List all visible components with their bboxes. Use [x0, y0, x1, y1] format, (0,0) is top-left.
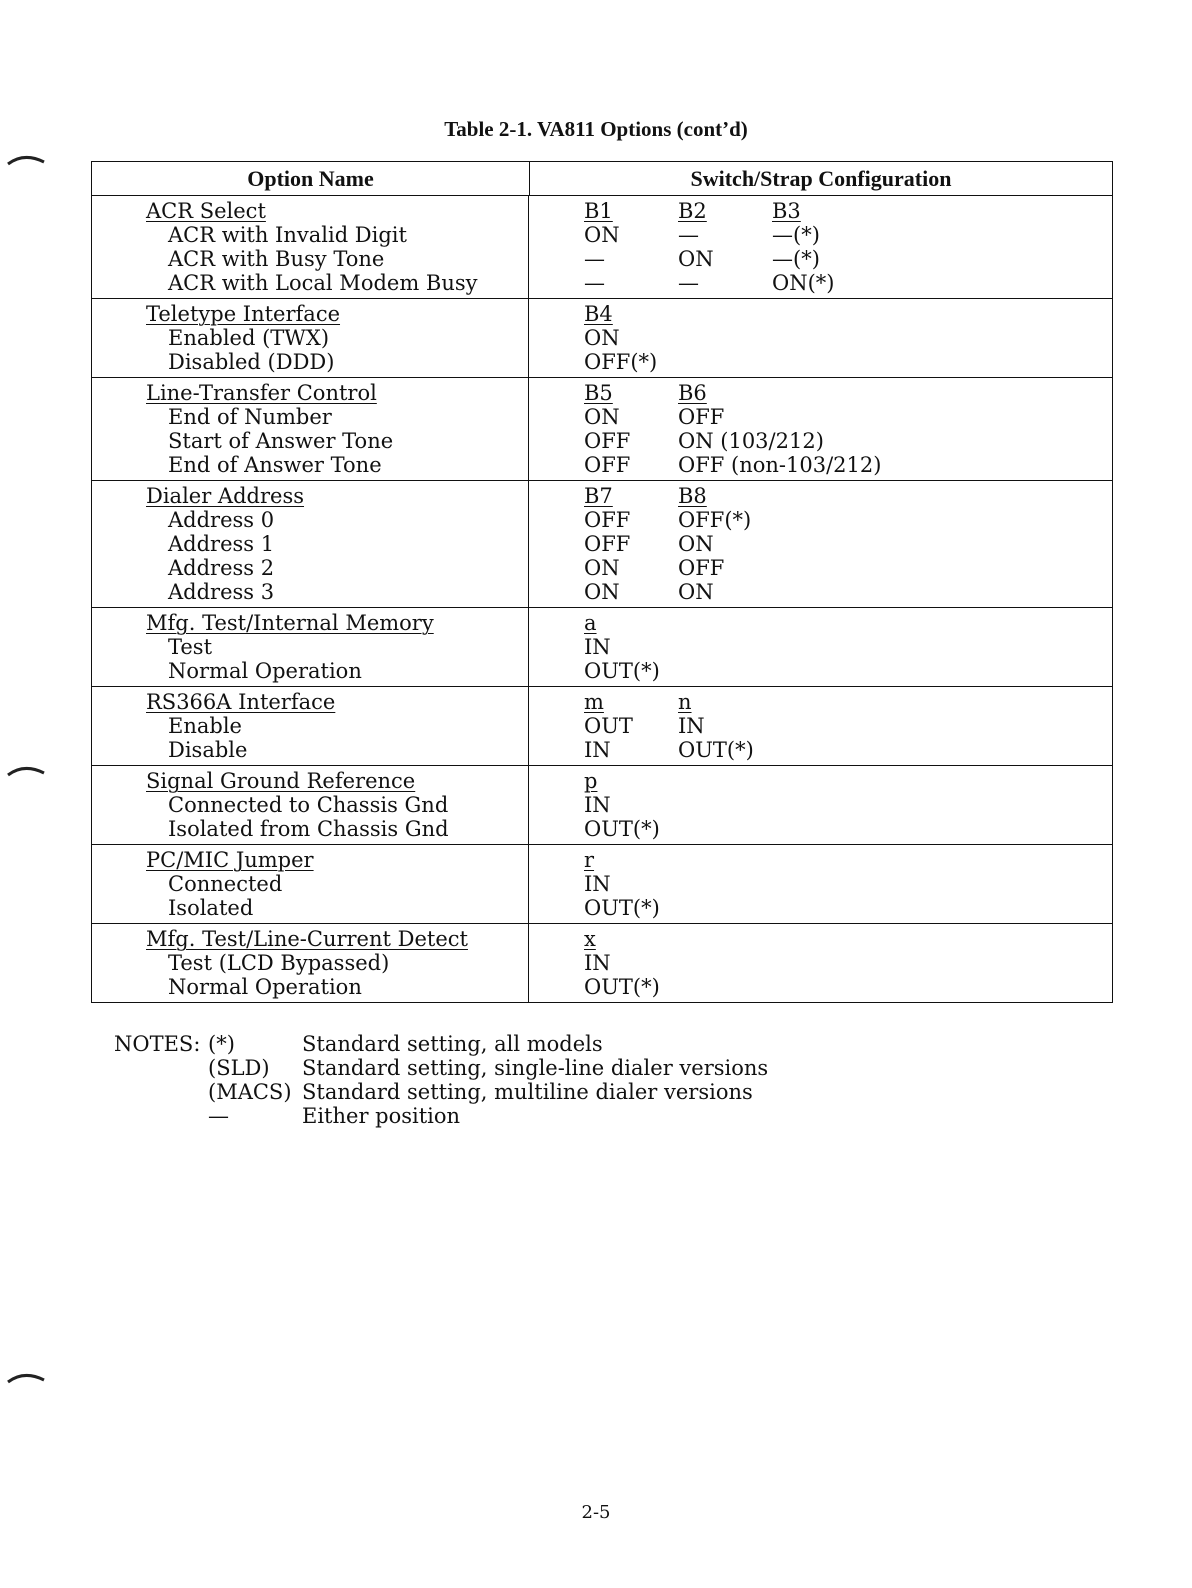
setting-value: IN: [584, 793, 611, 817]
option-label: Address 3: [168, 580, 275, 604]
setting-value: OFF: [584, 508, 631, 532]
setting-value: IN: [678, 714, 705, 738]
option-section: [92, 377, 1112, 480]
option-label: Isolated: [168, 896, 254, 920]
setting-value: ON: [584, 223, 620, 247]
note-row: [114, 1032, 768, 1056]
option-label: End of Answer Tone: [168, 453, 382, 477]
option-label: ACR with Local Modem Busy: [168, 271, 478, 295]
setting-value: —: [584, 247, 605, 271]
option-label: Connected to Chassis Gnd: [168, 793, 449, 817]
section-name: Signal Ground Reference: [146, 769, 416, 793]
section-name: ACR Select: [146, 199, 266, 223]
switch-label: B6: [678, 381, 707, 405]
switch-label: x: [584, 927, 596, 951]
setting-value: ON: [584, 580, 620, 604]
option-section: [92, 480, 1112, 607]
punch-mark-icon: [6, 763, 46, 777]
switch-label: B4: [584, 302, 613, 326]
notes-label: NOTES:: [114, 1032, 201, 1056]
note-row: [114, 1080, 768, 1104]
switch-label: B3: [772, 199, 801, 223]
setting-value: IN: [584, 951, 611, 975]
switch-label: p: [584, 769, 598, 793]
option-section: [92, 765, 1112, 844]
setting-value: OFF: [584, 453, 631, 477]
switch-label: r: [584, 848, 595, 872]
option-section: [92, 686, 1112, 765]
setting-value: OFF (non-103/212): [678, 453, 882, 477]
setting-value: ON: [678, 580, 714, 604]
notes-block: [114, 1032, 768, 1128]
setting-value: OUT(*): [584, 975, 660, 999]
switch-label: m: [584, 690, 604, 714]
section-name: Mfg. Test/Line-Current Detect: [146, 927, 468, 951]
setting-value: —: [678, 223, 699, 247]
option-label: Connected: [168, 872, 283, 896]
setting-value: ON: [584, 405, 620, 429]
setting-value: OFF: [584, 429, 631, 453]
note-code: (*): [208, 1032, 235, 1056]
switch-label: B8: [678, 484, 707, 508]
setting-value: OUT(*): [584, 659, 660, 683]
setting-value: ON: [678, 247, 714, 271]
punch-mark-icon: [6, 1370, 46, 1384]
option-label: Start of Answer Tone: [168, 429, 394, 453]
table-body: [92, 196, 1112, 1002]
option-label: ACR with Invalid Digit: [168, 223, 407, 247]
section-name: Line-Transfer Control: [146, 381, 377, 405]
setting-value: OFF: [584, 532, 631, 556]
option-section: [92, 298, 1112, 377]
option-label: Address 0: [168, 508, 275, 532]
header-configuration: Switch/Strap Configuration: [690, 166, 952, 191]
page-number: 2-5: [581, 1502, 611, 1523]
option-label: Test (LCD Bypassed): [168, 951, 390, 975]
options-table: [91, 161, 1113, 1003]
table-header-row: [92, 162, 1112, 196]
setting-value: IN: [584, 738, 611, 762]
note-description: Standard setting, single-line dialer versions: [302, 1056, 769, 1080]
option-label: Disable: [168, 738, 248, 762]
section-name: PC/MIC Jumper: [146, 848, 314, 872]
setting-value: OFF: [678, 405, 725, 429]
setting-value: ON (103/212): [678, 429, 824, 453]
section-name: Teletype Interface: [146, 302, 341, 326]
option-section: [92, 607, 1112, 686]
setting-value: OUT(*): [678, 738, 754, 762]
option-label: Isolated from Chassis Gnd: [168, 817, 449, 841]
note-code: —: [208, 1104, 229, 1128]
note-description: Standard setting, multiline dialer versions: [302, 1080, 753, 1104]
section-name: RS366A Interface: [146, 690, 336, 714]
setting-value: IN: [584, 635, 611, 659]
punch-mark-icon: [6, 152, 46, 166]
note-description: Either position: [302, 1104, 461, 1128]
setting-value: OFF(*): [584, 350, 658, 374]
setting-value: OFF(*): [678, 508, 752, 532]
note-row: [114, 1104, 768, 1128]
setting-value: —(*): [772, 247, 820, 271]
header-option-name: Option Name: [92, 162, 530, 195]
note-code: (SLD): [208, 1056, 270, 1080]
option-label: End of Number: [168, 405, 332, 429]
switch-label: n: [678, 690, 692, 714]
setting-value: OUT(*): [584, 896, 660, 920]
option-label: Enabled (TWX): [168, 326, 330, 350]
option-section: [92, 844, 1112, 923]
setting-value: OUT: [584, 714, 633, 738]
section-name: Dialer Address: [146, 484, 305, 508]
setting-value: —: [678, 271, 699, 295]
option-section: [92, 196, 1112, 298]
table-title: Table 2-1. VA811 Options (cont’d): [444, 117, 748, 141]
option-label: Enable: [168, 714, 242, 738]
option-section: [92, 923, 1112, 1002]
note-row: [114, 1056, 768, 1080]
section-name: Mfg. Test/Internal Memory: [146, 611, 434, 635]
option-label: Address 2: [168, 556, 275, 580]
option-label: ACR with Busy Tone: [168, 247, 385, 271]
switch-label: B2: [678, 199, 707, 223]
note-code: (MACS): [208, 1080, 292, 1104]
setting-value: ON(*): [772, 271, 835, 295]
note-description: Standard setting, all models: [302, 1032, 603, 1056]
setting-value: OFF: [678, 556, 725, 580]
option-label: Normal Operation: [168, 975, 362, 999]
option-label: Disabled (DDD): [168, 350, 335, 374]
option-label: Address 1: [168, 532, 275, 556]
setting-value: —(*): [772, 223, 820, 247]
setting-value: IN: [584, 872, 611, 896]
switch-label: a: [584, 611, 597, 635]
option-label: Test: [168, 635, 213, 659]
setting-value: ON: [678, 532, 714, 556]
setting-value: ON: [584, 556, 620, 580]
switch-label: B5: [584, 381, 613, 405]
option-label: Normal Operation: [168, 659, 362, 683]
setting-value: OUT(*): [584, 817, 660, 841]
switch-label: B7: [584, 484, 613, 508]
switch-label: B1: [584, 199, 613, 223]
setting-value: ON: [584, 326, 620, 350]
setting-value: —: [584, 271, 605, 295]
